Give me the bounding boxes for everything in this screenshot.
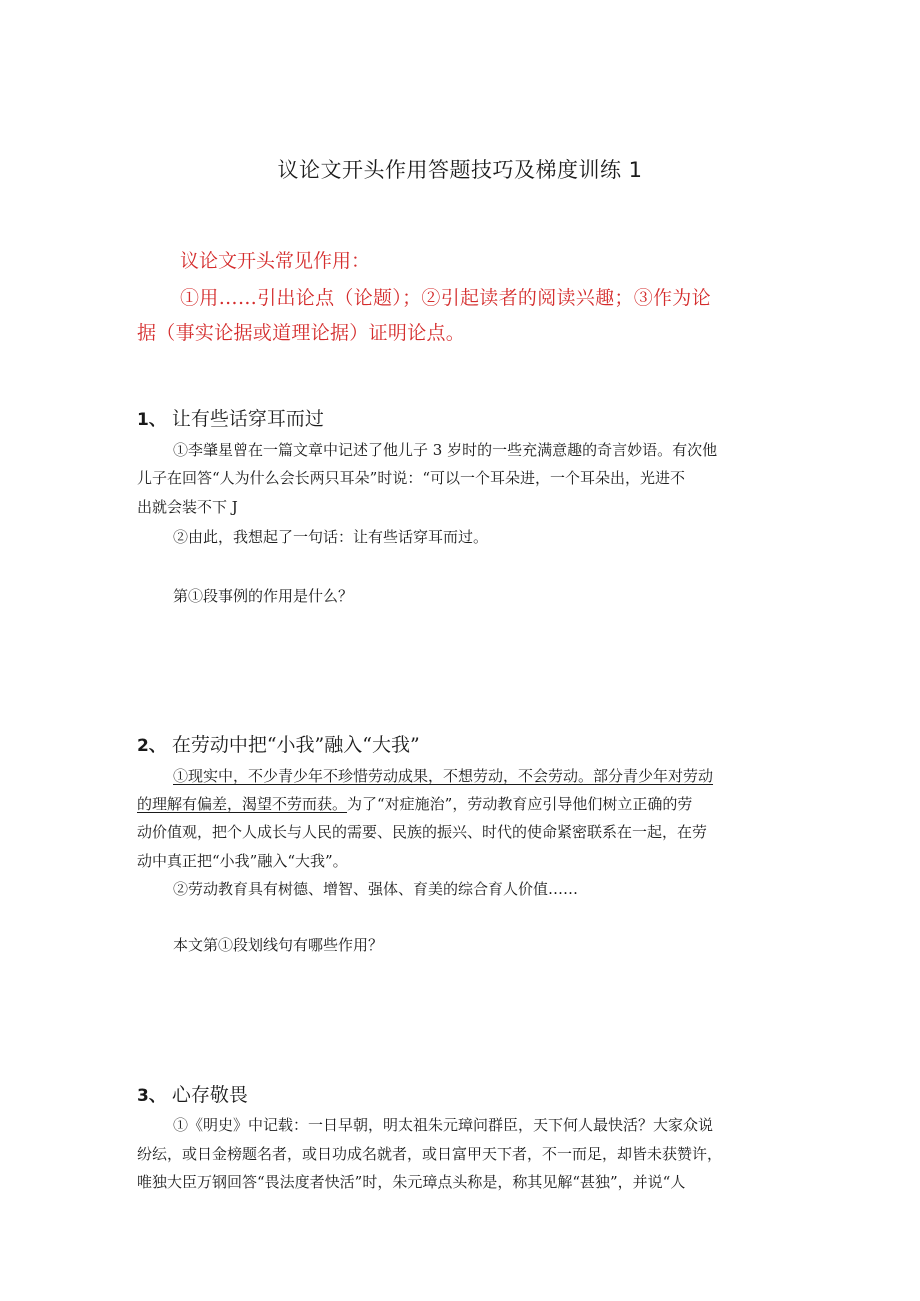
section-number: 3、 (137, 1086, 166, 1106)
paragraph-text: 为了“对症施治”，劳动教育应引导他们树立正确的劳 (347, 795, 693, 813)
paragraph-line: 动中真正把“小我”融入“大我”。 (137, 852, 348, 870)
section-3-heading (137, 1080, 248, 1107)
section-number: 2、 (137, 736, 166, 756)
paragraph-line: ①《明史》中记载：一日早朝，明太祖朱元璋问群臣，天下何人最快活？大家众说 (173, 1116, 714, 1134)
section-number: 1、 (137, 410, 166, 430)
intro-text-line: ①用……引出论点（论题）；②引起读者的阅读兴趣；③作为论 (180, 287, 711, 309)
question-text: 第①段事例的作用是什么？ (173, 587, 354, 605)
paragraph-line: ②由此，我想起了一句话：让有些话穿耳而过。 (173, 528, 489, 546)
section-title: 在劳动中把“小我”融入“大我” (171, 734, 420, 756)
paragraph-line (137, 794, 692, 814)
paragraph-line: 纷纭，或日金榜题名者，或日功成名就者，或日富甲天下者，不一而足，却皆未获赞许， (137, 1145, 723, 1163)
section-1-heading (137, 404, 324, 431)
underlined-sentence: ①现实中，不少青少年不珍惜劳动成果，不想劳动，不会劳动。部分青少年对劳动 (173, 767, 714, 785)
paragraph-line: ①李肇星曾在一篇文章中记述了他儿子 3 岁时的一些充满意趣的奇言妙语。有次他 (173, 441, 718, 459)
section-title: 心存敬畏 (171, 1084, 248, 1106)
question-text: 本文第①段划线句有哪些作用？ (173, 936, 384, 954)
paragraph-line: 动价值观，把个人成长与人民的需要、民族的振兴、时代的使命紧密联系在一起，在劳 (137, 823, 708, 841)
intro-label: 议论文开头常见作用： (180, 250, 371, 272)
document-title: 议论文开头作用答题技巧及梯度训练 1 (277, 158, 643, 182)
paragraph-line: 儿子在回答“人为什么会长两只耳朵”时说：“可以一个耳朵进，一个耳朵出，光进不 (137, 469, 686, 487)
intro-text-line: 据（事实论据或道理论据）证明论点。 (137, 322, 466, 344)
section-title: 让有些话穿耳而过 (171, 408, 324, 430)
section-2-heading (137, 730, 420, 757)
paragraph-line: 出就会装不下 J (137, 498, 238, 516)
underlined-sentence: 的理解有偏差，渴望不劳而获。 (137, 795, 348, 813)
paragraph-line: 唯独大臣万钢回答“畏法度者快活”时，朱元璋点头称是，称其见解“甚独”，并说“人 (137, 1173, 686, 1191)
paragraph-line: ②劳动教育具有树德、增智、强体、育美的综合育人价值…… (173, 880, 579, 898)
